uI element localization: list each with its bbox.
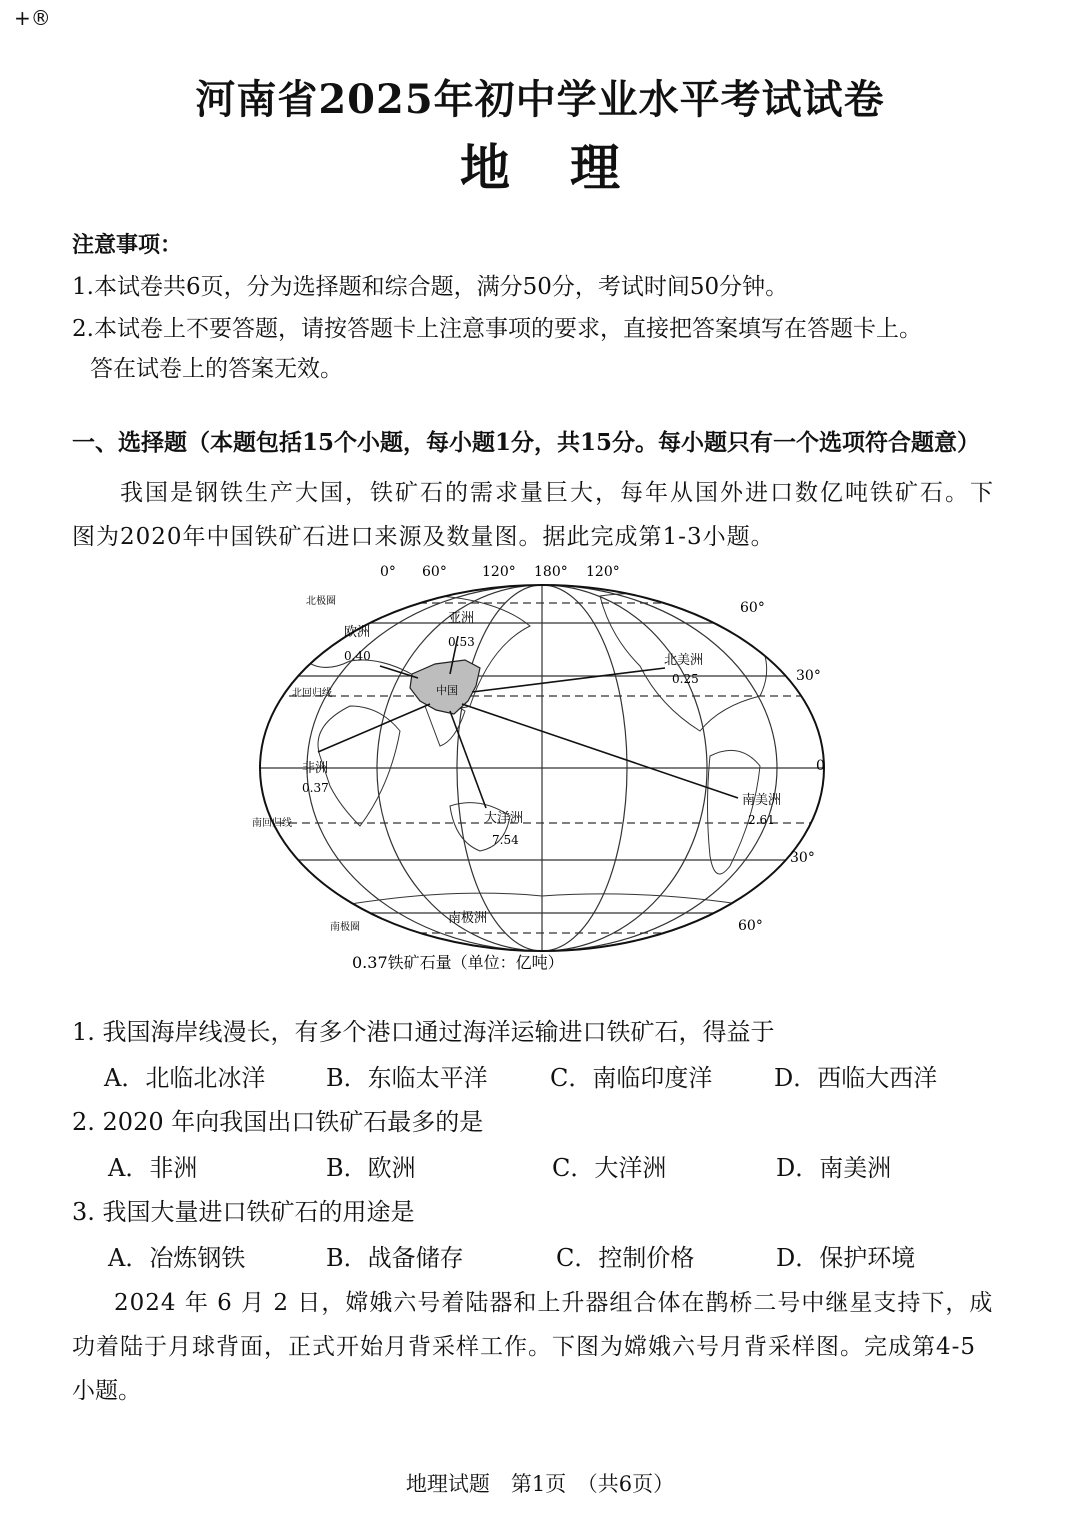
source-oceania-name: 大洋洲: [484, 811, 524, 826]
antarctica-label: 南极洲: [448, 911, 488, 926]
source-namerica-value: 0.25: [672, 672, 699, 686]
source-africa-name: 非洲: [302, 761, 329, 776]
question-2-stem: 2. 2020 年向我国出口铁矿石最多的是: [72, 1108, 484, 1136]
question-1-option-b[interactable]: B．东临太平洋: [326, 1064, 488, 1092]
section-heading: 一、选择题（本题包括15个小题，每小题1分，共15分。每小题只有一个选项符合题意）: [72, 429, 981, 456]
lon-label-0: 0°: [380, 564, 396, 580]
question-2-option-b[interactable]: B．欧洲: [326, 1154, 416, 1182]
note-item-3: 答在试卷上的答案无效。: [90, 356, 343, 382]
china-label: 中国: [436, 684, 458, 697]
notes-heading: 注意事项：: [72, 232, 183, 258]
question-3-option-d[interactable]: D．保护环境: [776, 1244, 916, 1272]
lat-label-60s: 60°: [738, 918, 763, 934]
source-samerica-name: 南美洲: [742, 793, 782, 808]
question-2-option-d[interactable]: D．南美洲: [776, 1154, 892, 1182]
source-europe-name: 欧洲: [344, 625, 371, 640]
question-3-stem: 3. 我国大量进口铁矿石的用途是: [72, 1198, 415, 1226]
question-3-option-a[interactable]: A．冶炼钢铁: [108, 1244, 246, 1272]
question-1-stem: 1. 我国海岸线漫长，有多个港口通过海洋运输进口铁矿石，得益于: [72, 1018, 775, 1046]
intro-2-line-1: 2024 年 6 月 2 日，嫦娥六号着陆器和上升器组合体在鹊桥二号中继星支持下，成: [114, 1290, 994, 1316]
map-caption: 0.37铁矿石量（单位：亿吨）: [352, 953, 564, 972]
question-3-option-c[interactable]: C．控制价格: [556, 1244, 695, 1272]
lon-label-60: 60°: [422, 564, 447, 580]
question-3-option-b[interactable]: B．战备储存: [326, 1244, 464, 1272]
exam-title: 河南省2025年初中学业水平考试试卷: [195, 76, 885, 123]
antarctic-circle-label: 南极圈: [330, 922, 360, 933]
lon-label-180: 180°: [534, 564, 568, 580]
intro-1-line-2: 图为2020年中国铁矿石进口来源及数量图。据此完成第1-3小题。: [72, 524, 775, 550]
source-asia-value: 0.53: [448, 635, 475, 649]
source-africa-value: 0.37: [302, 781, 329, 795]
lat-label-30s: 30°: [790, 850, 815, 866]
tropic-capricorn-label: 南回归线: [252, 818, 292, 829]
source-namerica-name: 北美洲: [664, 653, 704, 668]
question-1-option-a[interactable]: A．北临北冰洋: [104, 1064, 266, 1092]
source-oceania-value: 7.54: [492, 833, 519, 847]
intro-2-line-2: 功着陆于月球背面，正式开始月背采样工作。下图为嫦娥六号月背采样图。完成第4-5: [72, 1334, 977, 1360]
tropic-cancer-label: 北回归线: [292, 688, 332, 699]
subject-title: 地理: [460, 138, 680, 197]
lat-label-60n: 60°: [740, 600, 765, 616]
page-footer: 地理试题 第1页 （共6页）: [405, 1472, 675, 1496]
question-1-option-c[interactable]: C．南临印度洋: [550, 1064, 713, 1092]
corner-mark: +®: [14, 6, 51, 30]
lon-label-120: 120°: [482, 564, 516, 580]
source-samerica-value: 2.61: [748, 813, 775, 827]
lat-label-30n: 30°: [796, 668, 821, 684]
lat-label-equator: 0: [816, 758, 825, 774]
question-2-option-c[interactable]: C．大洋洲: [552, 1154, 667, 1182]
intro-2-line-3: 小题。: [72, 1378, 141, 1404]
lon-label-120w: 120°: [586, 564, 620, 580]
arctic-circle-label: 北极圈: [306, 596, 336, 607]
note-item-2: 2.本试卷上不要答题，请按答题卡上注意事项的要求，直接把答案填写在答题卡上。: [72, 316, 922, 342]
iron-ore-import-map: [240, 556, 840, 976]
note-item-1: 1.本试卷共6页，分为选择题和综合题，满分50分，考试时间50分钟。: [72, 274, 789, 300]
source-europe-value: 0.40: [344, 649, 371, 663]
intro-1-line-1: 我国是钢铁生产大国，铁矿石的需求量巨大，每年从国外进口数亿吨铁矿石。下: [120, 480, 995, 506]
question-1-option-d[interactable]: D．西临大西洋: [774, 1064, 938, 1092]
question-2-option-a[interactable]: A．非洲: [108, 1154, 198, 1182]
source-asia-name: 亚洲: [448, 611, 475, 626]
